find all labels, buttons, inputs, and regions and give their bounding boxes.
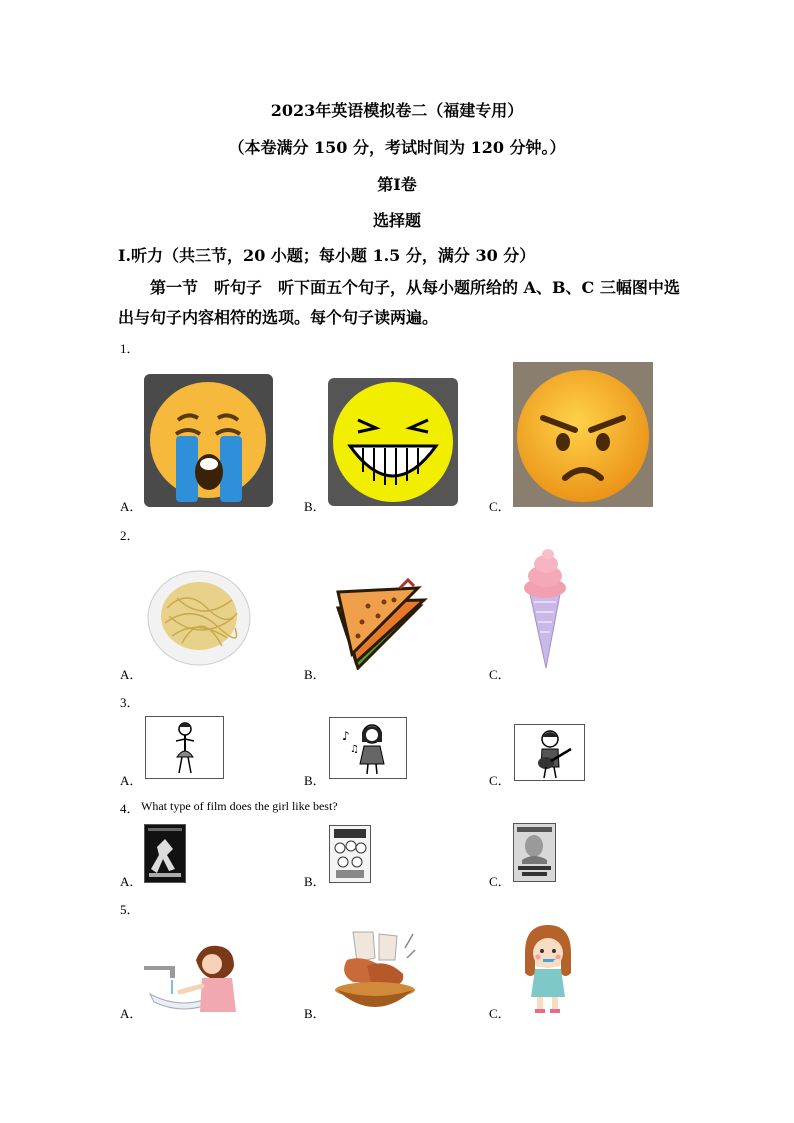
volume-label: 第Ⅰ卷: [377, 175, 417, 194]
option-label: C．: [489, 667, 511, 682]
option-label: A．: [120, 773, 143, 788]
question-number: 4．: [120, 801, 140, 816]
option-label: B．: [304, 773, 326, 788]
option-label: A．: [120, 499, 143, 514]
option-label: C．: [489, 773, 511, 788]
option-label: C．: [489, 1006, 511, 1021]
option-label: C．: [489, 874, 511, 889]
sandwich-icon[interactable]: [328, 578, 428, 670]
instruction-line-1: 第一节 听句子 听下面五个句子，从每小题所给的 A、B、C 三幅图中选: [150, 278, 680, 297]
washing-hands-icon[interactable]: [144, 938, 238, 1013]
option-label: A．: [120, 667, 143, 682]
question-text: What type of film does the girl like best?: [141, 799, 338, 813]
section-label: 选择题: [372, 211, 421, 230]
option-label: A．: [120, 874, 143, 889]
svg-text:♪: ♪: [342, 729, 350, 743]
instruction-line-2: 出与句子内容相符的选项。每个句子读两遍。: [118, 308, 439, 327]
question-number: 2．: [120, 528, 140, 543]
ice-cream-icon[interactable]: [522, 548, 568, 670]
option-label: A．: [120, 1006, 143, 1021]
brushing-teeth-icon[interactable]: [521, 923, 574, 1014]
comedy-film-poster-icon[interactable]: [329, 825, 371, 883]
angry-face-icon[interactable]: [513, 362, 653, 507]
question-number: 1．: [120, 341, 140, 356]
option-label: B．: [304, 499, 326, 514]
action-film-poster-icon[interactable]: [144, 824, 186, 883]
exam-info: （本卷满分 150 分，考试时间为 120 分钟。）: [228, 138, 566, 157]
dancing-girl-icon[interactable]: [145, 716, 224, 779]
guitar-boy-icon[interactable]: [514, 724, 585, 781]
crying-face-icon[interactable]: [144, 374, 273, 507]
noodles-icon[interactable]: [147, 568, 252, 666]
question-number: 3．: [120, 695, 140, 710]
page-title: 2023年英语模拟卷二（福建专用）: [270, 101, 524, 120]
option-label: B．: [304, 874, 326, 889]
grinning-face-icon[interactable]: [328, 378, 458, 506]
svg-text:♫: ♫: [350, 744, 359, 755]
option-label: C．: [489, 499, 511, 514]
option-label: B．: [304, 667, 326, 682]
question-number: 5．: [120, 902, 140, 917]
romance-film-poster-icon[interactable]: [513, 823, 556, 882]
singing-girl-icon[interactable]: [329, 717, 407, 779]
washing-feet-icon[interactable]: [333, 928, 417, 1014]
option-label: B．: [304, 1006, 326, 1021]
part-heading: Ⅰ.听力（共三节，20 小题；每小题 1.5 分，满分 30 分）: [118, 246, 536, 265]
